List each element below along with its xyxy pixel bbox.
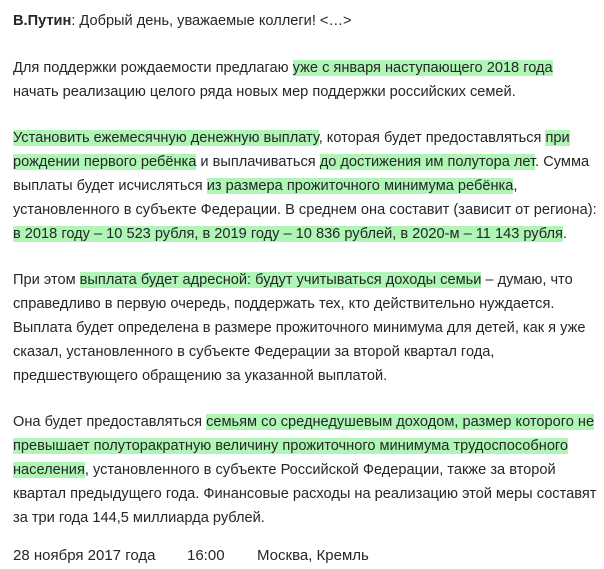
highlighted-segment: до достижения им полутора лет <box>319 154 536 170</box>
speaker-line <box>13 9 601 33</box>
highlighted-segment: Установить ежемесячную денежную выплату <box>13 130 319 146</box>
text-segment: Она будет предоставляться <box>13 414 207 430</box>
highlighted-segment: в 2018 году – 10 523 рубля, в 2019 году – 10 836 рублей, в 2020-м – 11 143 рубля <box>13 226 563 242</box>
highlighted-segment: из размера прожиточного минимума ребёнка <box>206 178 514 194</box>
text-segment: , которая будет предоставляться <box>318 130 546 146</box>
text-segment: Для поддержки рождаемости предлагаю <box>13 60 293 76</box>
speaker-name: В.Путин <box>13 13 72 29</box>
highlighted-segment: уже с января наступающего 2018 года <box>292 60 553 76</box>
greeting-text: : Добрый день, уважаемые коллеги! <…> <box>71 13 352 29</box>
text-segment: начать реализацию целого ряда новых мер поддержки российских семей. <box>13 84 516 100</box>
paragraph-3 <box>13 268 601 388</box>
publication-time: 16:00 <box>187 547 225 564</box>
text-segment: – думаю, что справедливо в первую очередь, поддержать тех, кто действительно нуждается. Выплата будет определена в размере прожиточного минимума для детей, как я уже сказал, установленного в субъекте Федерации за второй квартал года, предшествующего обращению за указанной выплатой. <box>13 272 586 384</box>
highlighted-segment: семьям со среднедушевым доходом, размер которого не превышает полуторакратную величину прожиточного минимума трудоспособного населения <box>13 414 595 478</box>
text-segment: . Сумма выплаты будет исчисляться <box>13 154 590 194</box>
text-segment: . <box>562 226 567 242</box>
highlighted-segment: при рождении первого ребёнка <box>13 130 570 170</box>
paragraph-4 <box>13 410 601 530</box>
paragraph-2 <box>13 126 601 246</box>
paragraph-1 <box>13 56 601 104</box>
publication-date: 28 ноября 2017 года <box>13 547 156 564</box>
text-segment: При этом <box>13 272 80 288</box>
text-segment: , установленного в субъекте Российской Федерации, также за второй квартал предыдущего года. Финансовые расходы на реализацию этой меры составят за три года 144,5 миллиарда рублей. <box>13 462 597 526</box>
highlighted-segment: выплата будет адресной: будут учитываться доходы семьи <box>79 272 482 288</box>
text-segment: и выплачиваться <box>196 154 320 170</box>
text-segment: , установленного в субъекте Федерации. В среднем она составит (зависит от региона): <box>13 178 597 218</box>
publication-location: Москва, Кремль <box>257 547 369 564</box>
